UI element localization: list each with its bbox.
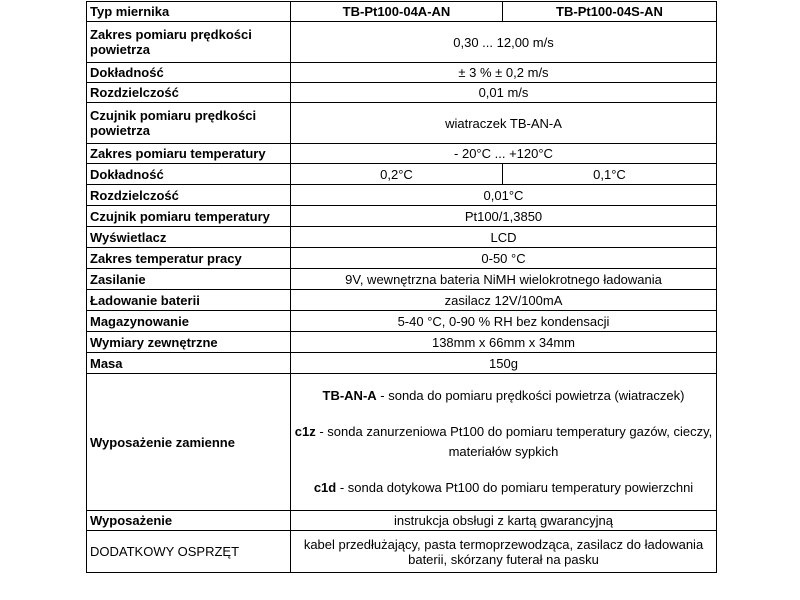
accessories-row bbox=[87, 531, 717, 573]
replacement-item-text: - sonda zanurzeniowa Pt100 do pomiaru temperatury gazów, cieczy, materiałów sypkich bbox=[315, 424, 713, 459]
replacement-item-text: - sonda dotykowa Pt100 do pomiaru temperatury powierzchni bbox=[336, 480, 694, 495]
row-value-model-b: 0,1°C bbox=[503, 164, 717, 185]
table-row bbox=[87, 269, 717, 290]
row-label: Dokładność bbox=[87, 164, 291, 185]
row-value: 0,30 ... 12,00 m/s bbox=[291, 22, 717, 63]
row-label: Ładowanie baterii bbox=[87, 290, 291, 311]
specification-table bbox=[86, 1, 717, 573]
table-row bbox=[87, 22, 717, 63]
replacement-equipment-list bbox=[291, 374, 717, 511]
row-value: 0,01°C bbox=[291, 185, 717, 206]
row-value: Pt100/1,3850 bbox=[291, 206, 717, 227]
replacement-item-code: TB-AN-A bbox=[322, 388, 377, 403]
row-label: Wymiary zewnętrzne bbox=[87, 332, 291, 353]
header-label: Typ miernika bbox=[87, 2, 291, 22]
row-value: 9V, wewnętrzna bateria NiMH wielokrotnego ładowania bbox=[291, 269, 717, 290]
table-row bbox=[87, 311, 717, 332]
row-label: Czujnik pomiaru prędkości powietrza bbox=[87, 103, 291, 144]
row-label: Magazynowanie bbox=[87, 311, 291, 332]
row-label: Zakres temperatur pracy bbox=[87, 248, 291, 269]
accessories-value: kabel przedłużający, pasta termoprzewodząca, zasilacz do ładowania baterii, skórzany futerał na pasku bbox=[291, 531, 717, 573]
replacement-item bbox=[294, 386, 713, 406]
row-value: 150g bbox=[291, 353, 717, 374]
row-value: 138mm x 66mm x 34mm bbox=[291, 332, 717, 353]
table-row bbox=[87, 248, 717, 269]
table-header-row bbox=[87, 2, 717, 22]
row-label: Zasilanie bbox=[87, 269, 291, 290]
header-model-b: TB-Pt100-04S-AN bbox=[503, 2, 717, 22]
row-value: wiatraczek TB-AN-A bbox=[291, 103, 717, 144]
row-value: 0,01 m/s bbox=[291, 83, 717, 103]
replacement-item-code: c1d bbox=[313, 480, 337, 495]
row-label: Zakres pomiaru temperatury bbox=[87, 144, 291, 164]
accessories-label: DODATKOWY OSPRZĘT bbox=[87, 531, 291, 573]
table-row bbox=[87, 227, 717, 248]
table-row bbox=[87, 185, 717, 206]
row-value: 0-50 °C bbox=[291, 248, 717, 269]
row-value: 5-40 °C, 0-90 % RH bez kondensacji bbox=[291, 311, 717, 332]
row-label: Dokładność bbox=[87, 63, 291, 83]
table-row bbox=[87, 332, 717, 353]
table-row bbox=[87, 353, 717, 374]
row-label: Rozdzielczość bbox=[87, 185, 291, 206]
row-value: LCD bbox=[291, 227, 717, 248]
table-row bbox=[87, 103, 717, 144]
replacement-item-code: c1z bbox=[294, 424, 316, 439]
equipment-value: instrukcja obsługi z kartą gwarancyjną bbox=[291, 511, 717, 531]
row-label: Rozdzielczość bbox=[87, 83, 291, 103]
row-label: Czujnik pomiaru temperatury bbox=[87, 206, 291, 227]
replacement-item-text: - sonda do pomiaru prędkości powietrza (wiatraczek) bbox=[376, 388, 685, 403]
table-row bbox=[87, 290, 717, 311]
replacement-item bbox=[294, 422, 713, 462]
row-value: ± 3 % ± 0,2 m/s bbox=[291, 63, 717, 83]
header-model-a: TB-Pt100-04A-AN bbox=[291, 2, 503, 22]
replacement-equipment-row bbox=[87, 374, 717, 511]
table-row bbox=[87, 164, 717, 185]
row-label: Wyświetlacz bbox=[87, 227, 291, 248]
table-row bbox=[87, 144, 717, 164]
equipment-row bbox=[87, 511, 717, 531]
table-row bbox=[87, 206, 717, 227]
row-value-model-a: 0,2°C bbox=[291, 164, 503, 185]
replacement-item bbox=[294, 478, 713, 498]
table-row bbox=[87, 63, 717, 83]
row-label: Masa bbox=[87, 353, 291, 374]
row-value: - 20°C ... +120°C bbox=[291, 144, 717, 164]
table-row bbox=[87, 83, 717, 103]
row-value: zasilacz 12V/100mA bbox=[291, 290, 717, 311]
equipment-label: Wyposażenie bbox=[87, 511, 291, 531]
row-label: Zakres pomiaru prędkości powietrza bbox=[87, 22, 291, 63]
replacement-equipment-label: Wyposażenie zamienne bbox=[87, 374, 291, 511]
